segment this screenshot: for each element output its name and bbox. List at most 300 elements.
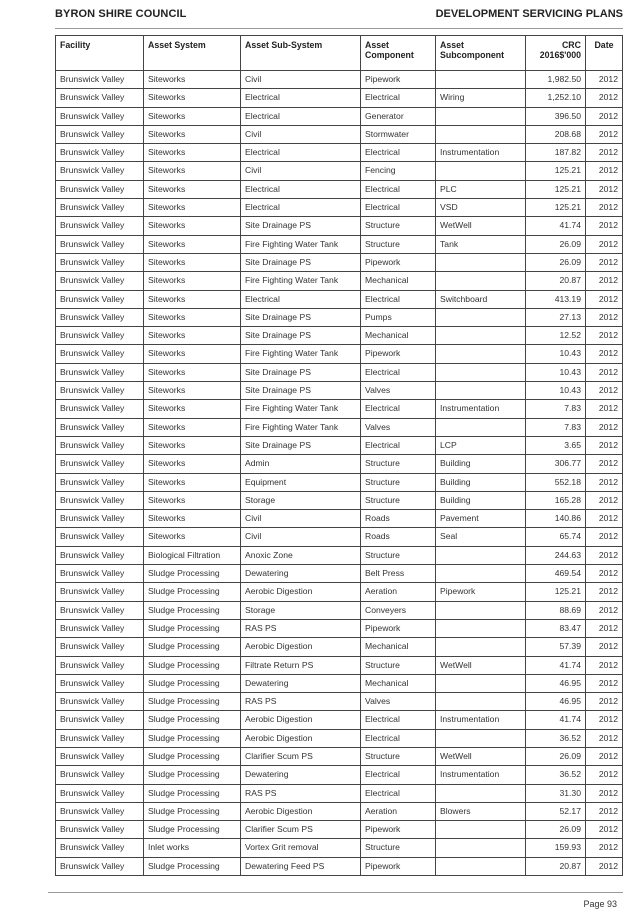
cell-asset-subcomponent: Seal: [436, 528, 526, 546]
cell-asset-system: Siteworks: [144, 382, 241, 400]
cell-asset-sub-system: Site Drainage PS: [241, 436, 361, 454]
cell-crc: 125.21: [526, 180, 586, 198]
cell-crc: 125.21: [526, 583, 586, 601]
table-row: [56, 839, 623, 857]
cell-asset-sub-system: Electrical: [241, 199, 361, 217]
cell-crc: 65.74: [526, 528, 586, 546]
cell-crc: 1,252.10: [526, 89, 586, 107]
table-row: [56, 565, 623, 583]
cell-asset-subcomponent: [436, 565, 526, 583]
cell-facility: Brunswick Valley: [56, 583, 144, 601]
cell-facility: Brunswick Valley: [56, 674, 144, 692]
cell-date: 2012: [586, 656, 623, 674]
table-row: [56, 253, 623, 271]
cell-crc: 1,982.50: [526, 71, 586, 89]
cell-asset-sub-system: Fire Fighting Water Tank: [241, 235, 361, 253]
cell-asset-component: Electrical: [361, 766, 436, 784]
cell-date: 2012: [586, 308, 623, 326]
cell-date: 2012: [586, 491, 623, 509]
cell-asset-system: Sludge Processing: [144, 619, 241, 637]
cell-asset-sub-system: Fire Fighting Water Tank: [241, 345, 361, 363]
cell-date: 2012: [586, 473, 623, 491]
cell-facility: Brunswick Valley: [56, 436, 144, 454]
cell-asset-system: Siteworks: [144, 473, 241, 491]
column-header-date: Date: [586, 36, 623, 71]
cell-facility: Brunswick Valley: [56, 510, 144, 528]
cell-date: 2012: [586, 89, 623, 107]
cell-asset-sub-system: Aerobic Digestion: [241, 638, 361, 656]
table-row: [56, 583, 623, 601]
cell-asset-sub-system: Electrical: [241, 144, 361, 162]
cell-facility: Brunswick Valley: [56, 382, 144, 400]
cell-asset-sub-system: Electrical: [241, 290, 361, 308]
cell-facility: Brunswick Valley: [56, 89, 144, 107]
cell-facility: Brunswick Valley: [56, 345, 144, 363]
table-row: [56, 71, 623, 89]
table-row: [56, 89, 623, 107]
cell-facility: Brunswick Valley: [56, 784, 144, 802]
cell-facility: Brunswick Valley: [56, 327, 144, 345]
table-row: [56, 802, 623, 820]
table-row: [56, 510, 623, 528]
cell-asset-component: Belt Press: [361, 565, 436, 583]
cell-asset-component: Generator: [361, 107, 436, 125]
cell-asset-system: Sludge Processing: [144, 656, 241, 674]
cell-date: 2012: [586, 784, 623, 802]
cell-asset-component: Structure: [361, 473, 436, 491]
cell-asset-system: Siteworks: [144, 125, 241, 143]
cell-asset-subcomponent: [436, 162, 526, 180]
cell-crc: 36.52: [526, 729, 586, 747]
cell-asset-system: Siteworks: [144, 436, 241, 454]
cell-crc: 208.68: [526, 125, 586, 143]
cell-asset-sub-system: Site Drainage PS: [241, 382, 361, 400]
document-title: DEVELOPMENT SERVICING PLANS: [435, 8, 623, 20]
column-header-asset-subcomponent: Asset Subcomponent: [436, 36, 526, 71]
cell-asset-sub-system: Clarifier Scum PS: [241, 821, 361, 839]
cell-crc: 36.52: [526, 766, 586, 784]
cell-asset-sub-system: Equipment: [241, 473, 361, 491]
table-row: [56, 747, 623, 765]
cell-asset-component: Electrical: [361, 784, 436, 802]
cell-asset-subcomponent: WetWell: [436, 217, 526, 235]
cell-asset-system: Siteworks: [144, 162, 241, 180]
cell-facility: Brunswick Valley: [56, 400, 144, 418]
cell-asset-component: Valves: [361, 418, 436, 436]
cell-date: 2012: [586, 199, 623, 217]
cell-asset-component: Mechanical: [361, 272, 436, 290]
cell-facility: Brunswick Valley: [56, 491, 144, 509]
cell-asset-subcomponent: Pipework: [436, 583, 526, 601]
table-row: [56, 546, 623, 564]
cell-asset-component: Pipework: [361, 71, 436, 89]
cell-asset-system: Siteworks: [144, 253, 241, 271]
cell-asset-sub-system: RAS PS: [241, 693, 361, 711]
table-row: [56, 235, 623, 253]
cell-asset-component: Electrical: [361, 400, 436, 418]
cell-asset-sub-system: Aerobic Digestion: [241, 711, 361, 729]
cell-asset-component: Roads: [361, 528, 436, 546]
page-number: Page 93: [583, 899, 617, 909]
column-header-asset-component: Asset Component: [361, 36, 436, 71]
cell-crc: 7.83: [526, 400, 586, 418]
cell-asset-system: Siteworks: [144, 235, 241, 253]
cell-facility: Brunswick Valley: [56, 528, 144, 546]
cell-asset-sub-system: Civil: [241, 162, 361, 180]
cell-date: 2012: [586, 180, 623, 198]
table-row: [56, 125, 623, 143]
cell-facility: Brunswick Valley: [56, 180, 144, 198]
table-row: [56, 491, 623, 509]
cell-asset-component: Mechanical: [361, 327, 436, 345]
cell-facility: Brunswick Valley: [56, 839, 144, 857]
cell-asset-system: Sludge Processing: [144, 601, 241, 619]
cell-asset-subcomponent: [436, 382, 526, 400]
cell-crc: 46.95: [526, 674, 586, 692]
cell-date: 2012: [586, 638, 623, 656]
cell-asset-component: Structure: [361, 455, 436, 473]
table-row: [56, 821, 623, 839]
cell-crc: 140.86: [526, 510, 586, 528]
cell-asset-sub-system: Fire Fighting Water Tank: [241, 272, 361, 290]
cell-date: 2012: [586, 802, 623, 820]
cell-facility: Brunswick Valley: [56, 144, 144, 162]
cell-asset-system: Sludge Processing: [144, 638, 241, 656]
cell-asset-component: Mechanical: [361, 638, 436, 656]
cell-date: 2012: [586, 290, 623, 308]
cell-asset-system: Siteworks: [144, 400, 241, 418]
cell-date: 2012: [586, 839, 623, 857]
cell-facility: Brunswick Valley: [56, 601, 144, 619]
cell-asset-subcomponent: WetWell: [436, 747, 526, 765]
cell-asset-component: Stormwater: [361, 125, 436, 143]
cell-date: 2012: [586, 382, 623, 400]
cell-crc: 57.39: [526, 638, 586, 656]
cell-facility: Brunswick Valley: [56, 821, 144, 839]
cell-asset-system: Sludge Processing: [144, 693, 241, 711]
cell-crc: 20.87: [526, 272, 586, 290]
cell-asset-sub-system: Storage: [241, 491, 361, 509]
cell-facility: Brunswick Valley: [56, 638, 144, 656]
cell-facility: Brunswick Valley: [56, 217, 144, 235]
cell-asset-system: Siteworks: [144, 528, 241, 546]
cell-facility: Brunswick Valley: [56, 290, 144, 308]
cell-asset-sub-system: Vortex Grit removal: [241, 839, 361, 857]
cell-asset-sub-system: Dewatering: [241, 674, 361, 692]
table-row: [56, 272, 623, 290]
table-row: [56, 601, 623, 619]
page-header: [55, 8, 623, 24]
cell-asset-sub-system: Civil: [241, 528, 361, 546]
cell-crc: 469.54: [526, 565, 586, 583]
cell-asset-subcomponent: Building: [436, 491, 526, 509]
cell-asset-system: Siteworks: [144, 308, 241, 326]
cell-asset-system: Siteworks: [144, 491, 241, 509]
cell-asset-component: Electrical: [361, 729, 436, 747]
table-row: [56, 199, 623, 217]
cell-date: 2012: [586, 546, 623, 564]
cell-asset-component: Aeration: [361, 583, 436, 601]
cell-asset-sub-system: Civil: [241, 125, 361, 143]
cell-asset-subcomponent: WetWell: [436, 656, 526, 674]
cell-facility: Brunswick Valley: [56, 363, 144, 381]
cell-asset-subcomponent: Instrumentation: [436, 711, 526, 729]
cell-asset-subcomponent: Building: [436, 473, 526, 491]
cell-date: 2012: [586, 272, 623, 290]
cell-asset-system: Biological Filtration: [144, 546, 241, 564]
cell-crc: 26.09: [526, 235, 586, 253]
cell-date: 2012: [586, 363, 623, 381]
cell-asset-system: Siteworks: [144, 89, 241, 107]
table-header-row: [56, 36, 623, 71]
cell-crc: 10.43: [526, 382, 586, 400]
cell-asset-sub-system: Dewatering: [241, 766, 361, 784]
cell-crc: 31.30: [526, 784, 586, 802]
cell-asset-sub-system: Storage: [241, 601, 361, 619]
cell-facility: Brunswick Valley: [56, 199, 144, 217]
cell-asset-system: Siteworks: [144, 217, 241, 235]
cell-date: 2012: [586, 400, 623, 418]
table-row: [56, 729, 623, 747]
cell-asset-sub-system: Dewatering: [241, 565, 361, 583]
table-row: [56, 290, 623, 308]
cell-asset-subcomponent: [436, 363, 526, 381]
cell-date: 2012: [586, 528, 623, 546]
cell-asset-component: Electrical: [361, 711, 436, 729]
cell-asset-component: Roads: [361, 510, 436, 528]
cell-asset-subcomponent: Instrumentation: [436, 400, 526, 418]
cell-asset-subcomponent: Wiring: [436, 89, 526, 107]
cell-crc: 46.95: [526, 693, 586, 711]
cell-asset-subcomponent: Instrumentation: [436, 766, 526, 784]
cell-date: 2012: [586, 857, 623, 875]
cell-crc: 20.87: [526, 857, 586, 875]
cell-asset-system: Siteworks: [144, 290, 241, 308]
council-name: BYRON SHIRE COUNCIL: [55, 8, 187, 20]
cell-crc: 165.28: [526, 491, 586, 509]
cell-crc: 41.74: [526, 711, 586, 729]
cell-asset-subcomponent: [436, 857, 526, 875]
cell-date: 2012: [586, 71, 623, 89]
cell-asset-subcomponent: [436, 327, 526, 345]
cell-asset-component: Pipework: [361, 857, 436, 875]
cell-asset-system: Sludge Processing: [144, 857, 241, 875]
cell-asset-component: Aeration: [361, 802, 436, 820]
table-row: [56, 363, 623, 381]
table-row: [56, 455, 623, 473]
cell-crc: 125.21: [526, 199, 586, 217]
cell-asset-system: Sludge Processing: [144, 784, 241, 802]
cell-asset-subcomponent: [436, 784, 526, 802]
cell-date: 2012: [586, 418, 623, 436]
cell-asset-component: Pipework: [361, 345, 436, 363]
cell-asset-subcomponent: Switchboard: [436, 290, 526, 308]
cell-asset-component: Electrical: [361, 180, 436, 198]
cell-date: 2012: [586, 125, 623, 143]
cell-asset-system: Siteworks: [144, 345, 241, 363]
cell-asset-system: Sludge Processing: [144, 711, 241, 729]
cell-crc: 244.63: [526, 546, 586, 564]
cell-facility: Brunswick Valley: [56, 546, 144, 564]
cell-facility: Brunswick Valley: [56, 766, 144, 784]
cell-crc: 3.65: [526, 436, 586, 454]
cell-facility: Brunswick Valley: [56, 473, 144, 491]
cell-date: 2012: [586, 565, 623, 583]
cell-facility: Brunswick Valley: [56, 565, 144, 583]
cell-facility: Brunswick Valley: [56, 125, 144, 143]
cell-date: 2012: [586, 217, 623, 235]
table-row: [56, 418, 623, 436]
cell-facility: Brunswick Valley: [56, 455, 144, 473]
cell-asset-sub-system: Anoxic Zone: [241, 546, 361, 564]
cell-asset-system: Inlet works: [144, 839, 241, 857]
cell-asset-sub-system: Electrical: [241, 180, 361, 198]
cell-asset-sub-system: Site Drainage PS: [241, 327, 361, 345]
cell-asset-subcomponent: [436, 821, 526, 839]
cell-date: 2012: [586, 436, 623, 454]
cell-date: 2012: [586, 510, 623, 528]
cell-asset-system: Sludge Processing: [144, 802, 241, 820]
table-row: [56, 528, 623, 546]
footer-divider: [48, 892, 623, 893]
cell-asset-component: Valves: [361, 693, 436, 711]
cell-crc: 27.13: [526, 308, 586, 326]
cell-date: 2012: [586, 693, 623, 711]
cell-facility: Brunswick Valley: [56, 308, 144, 326]
table-row: [56, 693, 623, 711]
cell-facility: Brunswick Valley: [56, 418, 144, 436]
cell-asset-system: Siteworks: [144, 363, 241, 381]
cell-asset-sub-system: Site Drainage PS: [241, 308, 361, 326]
cell-asset-component: Fencing: [361, 162, 436, 180]
table-row: [56, 144, 623, 162]
cell-asset-system: Siteworks: [144, 327, 241, 345]
cell-asset-subcomponent: [436, 107, 526, 125]
cell-asset-sub-system: Civil: [241, 71, 361, 89]
table-row: [56, 473, 623, 491]
cell-facility: Brunswick Valley: [56, 235, 144, 253]
cell-asset-sub-system: Fire Fighting Water Tank: [241, 418, 361, 436]
cell-asset-component: Structure: [361, 546, 436, 564]
cell-asset-subcomponent: [436, 601, 526, 619]
cell-asset-system: Siteworks: [144, 272, 241, 290]
cell-asset-component: Structure: [361, 656, 436, 674]
column-header-crc: CRC 2016$'000: [526, 36, 586, 71]
cell-asset-component: Structure: [361, 747, 436, 765]
cell-asset-sub-system: Aerobic Digestion: [241, 729, 361, 747]
cell-asset-sub-system: RAS PS: [241, 619, 361, 637]
cell-facility: Brunswick Valley: [56, 162, 144, 180]
table-row: [56, 327, 623, 345]
cell-asset-sub-system: Clarifier Scum PS: [241, 747, 361, 765]
cell-asset-subcomponent: [436, 693, 526, 711]
cell-asset-system: Siteworks: [144, 510, 241, 528]
cell-crc: 10.43: [526, 345, 586, 363]
table-row: [56, 180, 623, 198]
table-row: [56, 107, 623, 125]
cell-asset-subcomponent: [436, 674, 526, 692]
cell-crc: 52.17: [526, 802, 586, 820]
table-row: [56, 656, 623, 674]
cell-date: 2012: [586, 235, 623, 253]
cell-date: 2012: [586, 345, 623, 363]
table-row: [56, 217, 623, 235]
table-row: [56, 766, 623, 784]
cell-asset-component: Mechanical: [361, 674, 436, 692]
table-row: [56, 638, 623, 656]
cell-crc: 396.50: [526, 107, 586, 125]
cell-asset-component: Valves: [361, 382, 436, 400]
cell-asset-component: Structure: [361, 491, 436, 509]
cell-asset-component: Structure: [361, 235, 436, 253]
cell-asset-system: Sludge Processing: [144, 766, 241, 784]
cell-asset-system: Siteworks: [144, 199, 241, 217]
cell-asset-system: Sludge Processing: [144, 729, 241, 747]
cell-facility: Brunswick Valley: [56, 711, 144, 729]
asset-table: [55, 35, 623, 876]
cell-asset-sub-system: Electrical: [241, 107, 361, 125]
table-row: [56, 619, 623, 637]
cell-date: 2012: [586, 821, 623, 839]
cell-date: 2012: [586, 729, 623, 747]
cell-asset-subcomponent: PLC: [436, 180, 526, 198]
cell-crc: 26.09: [526, 253, 586, 271]
cell-asset-sub-system: Aerobic Digestion: [241, 583, 361, 601]
cell-date: 2012: [586, 766, 623, 784]
cell-crc: 159.93: [526, 839, 586, 857]
cell-asset-system: Sludge Processing: [144, 565, 241, 583]
cell-asset-subcomponent: [436, 71, 526, 89]
cell-asset-sub-system: Electrical: [241, 89, 361, 107]
cell-asset-subcomponent: [436, 345, 526, 363]
cell-crc: 413.19: [526, 290, 586, 308]
cell-asset-component: Electrical: [361, 89, 436, 107]
cell-asset-component: Pumps: [361, 308, 436, 326]
cell-asset-sub-system: Dewatering Feed PS: [241, 857, 361, 875]
cell-date: 2012: [586, 107, 623, 125]
column-header-facility: Facility: [56, 36, 144, 71]
cell-asset-system: Siteworks: [144, 418, 241, 436]
cell-asset-sub-system: Civil: [241, 510, 361, 528]
table-row: [56, 345, 623, 363]
cell-asset-component: Electrical: [361, 363, 436, 381]
table-row: [56, 674, 623, 692]
cell-crc: 26.09: [526, 821, 586, 839]
cell-asset-component: Conveyers: [361, 601, 436, 619]
cell-facility: Brunswick Valley: [56, 656, 144, 674]
cell-crc: 7.83: [526, 418, 586, 436]
cell-crc: 125.21: [526, 162, 586, 180]
table-row: [56, 382, 623, 400]
cell-date: 2012: [586, 455, 623, 473]
cell-asset-component: Electrical: [361, 199, 436, 217]
cell-asset-system: Siteworks: [144, 180, 241, 198]
cell-crc: 10.43: [526, 363, 586, 381]
cell-asset-system: Sludge Processing: [144, 583, 241, 601]
cell-asset-system: Siteworks: [144, 107, 241, 125]
column-header-asset-system: Asset System: [144, 36, 241, 71]
cell-date: 2012: [586, 144, 623, 162]
cell-asset-sub-system: Fire Fighting Water Tank: [241, 400, 361, 418]
cell-asset-subcomponent: [436, 125, 526, 143]
table-row: [56, 400, 623, 418]
cell-asset-subcomponent: [436, 308, 526, 326]
cell-asset-component: Pipework: [361, 821, 436, 839]
cell-asset-component: Structure: [361, 839, 436, 857]
cell-asset-subcomponent: [436, 418, 526, 436]
cell-asset-subcomponent: [436, 729, 526, 747]
cell-crc: 41.74: [526, 656, 586, 674]
